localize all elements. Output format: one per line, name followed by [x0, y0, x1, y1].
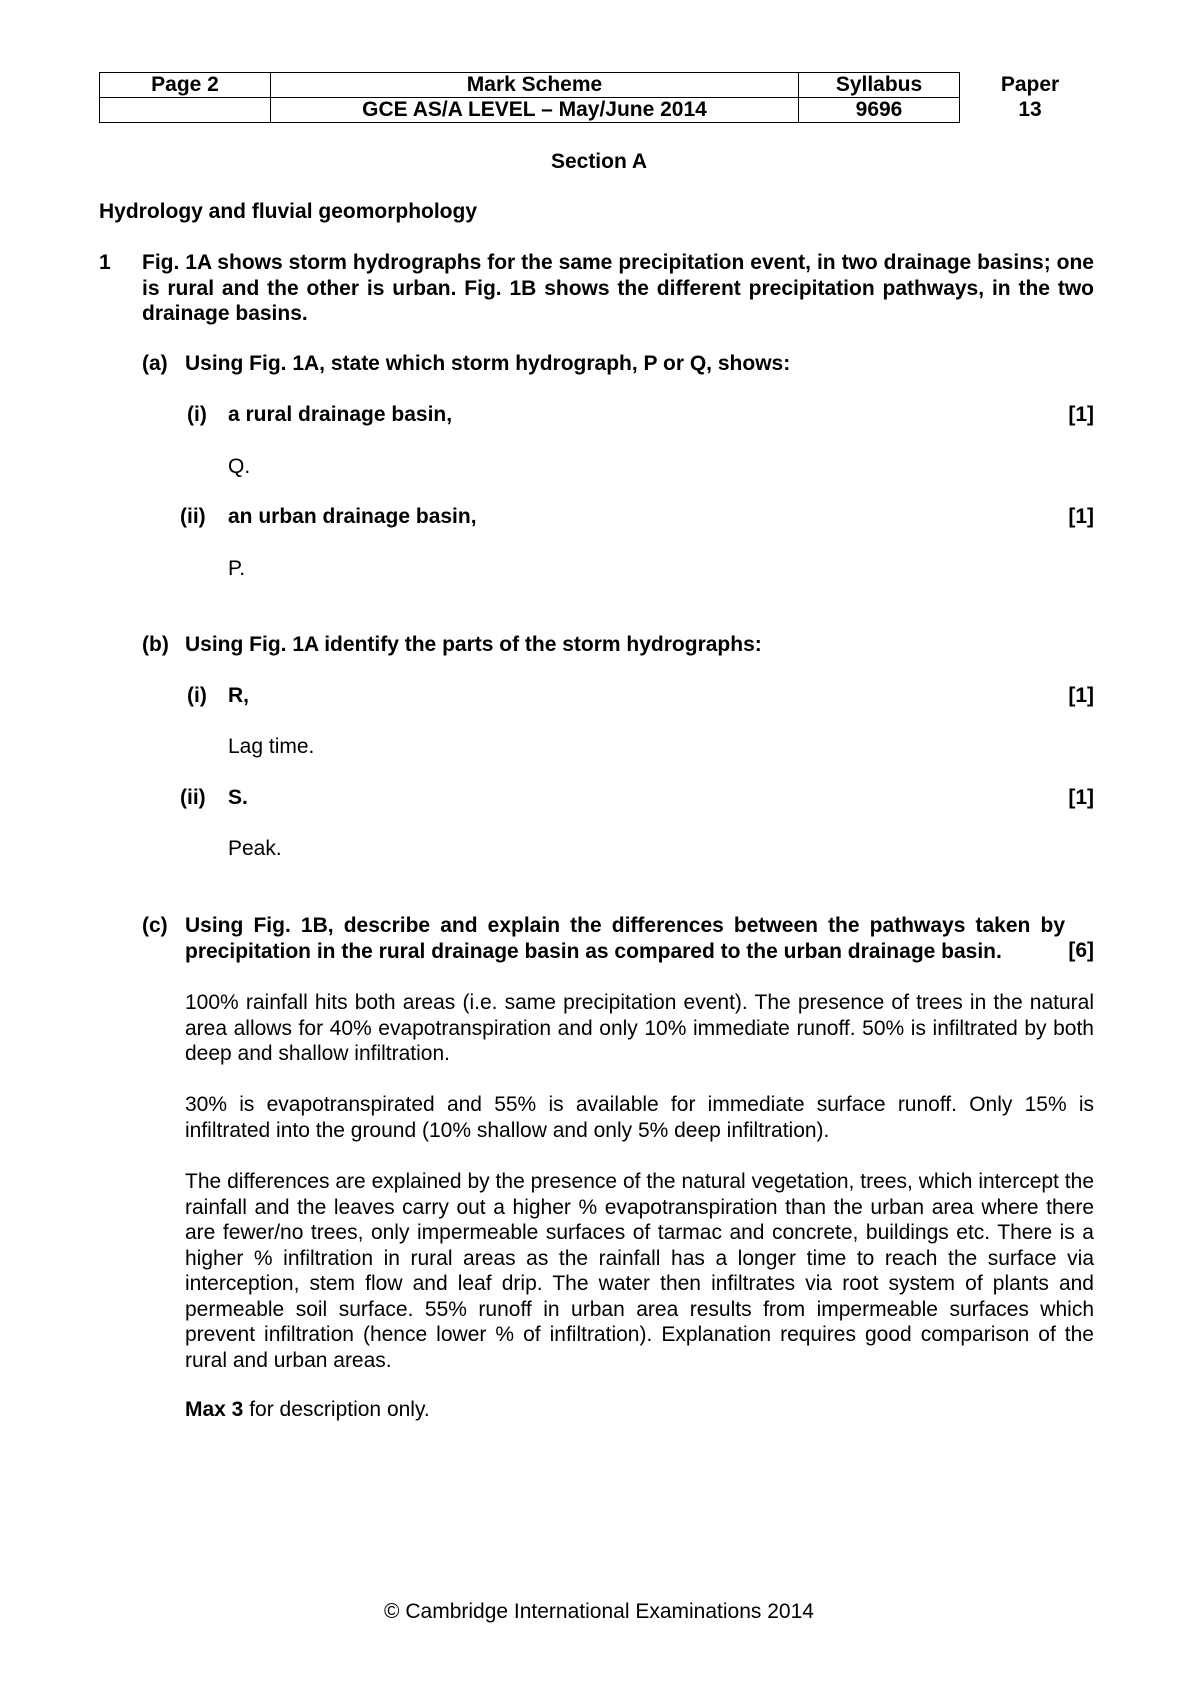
max-note	[185, 1398, 430, 1422]
part-b-i-text: R,	[228, 684, 249, 707]
part-b-ii-label: (ii)	[180, 786, 206, 809]
part-b-ii-text: S.	[228, 786, 248, 809]
part-a-label: (a)	[142, 352, 168, 375]
part-b-ii-answer: Peak.	[228, 837, 282, 860]
question-number: 1	[99, 251, 111, 274]
part-a-text: Using Fig. 1A, state which storm hydrograph, P or Q, shows:	[185, 352, 791, 375]
topic-title: Hydrology and fluvial geomorphology	[99, 200, 478, 223]
footer-copyright: © Cambridge International Examinations 2014	[384, 1600, 814, 1623]
part-b-i-answer: Lag time.	[228, 735, 315, 758]
empty-cell	[100, 98, 271, 123]
page-label: Page 2	[100, 73, 271, 98]
part-b-label: (b)	[142, 633, 169, 656]
exam-title: GCE AS/A LEVEL – May/June 2014	[271, 98, 799, 123]
section-title: Section A	[550, 150, 648, 173]
mark-scheme-label: Mark Scheme	[271, 73, 799, 98]
syllabus-label: Syllabus	[799, 73, 960, 98]
paper-cell	[965, 72, 1095, 122]
part-c-answer-paragraph-3: The differences are explained by the presence of the natural vegetation, trees, which intercept the rainfall and the leaves carry out a higher % evapotranspiration than the urban area where there are fewer/no trees, only impermeable surfaces of tarmac and concrete, buildings etc. There is a higher % infiltration in rural areas as the rainfall has a longer time to reach the surface via interception, stem flow and leaf drip. The water then infiltrates via root system of plants and permeable soil surface. 55% runoff in urban area results from impermeable surfaces which prevent infiltration (hence lower % of infiltration). Explanation requires good comparison of the rural and urban areas.	[185, 1170, 1094, 1372]
max-note-rest: for description only.	[243, 1398, 430, 1421]
part-a-i-answer: Q.	[228, 455, 251, 478]
part-c-text: Using Fig. 1B, describe and explain the differences between the pathways taken by precipitation in the rural drainage basin as compared to the urban drainage basin.	[185, 914, 1065, 963]
part-a-i-label: (i)	[187, 403, 207, 426]
part-c-label: (c)	[142, 914, 168, 937]
part-b-i-label: (i)	[187, 684, 207, 707]
part-a-i-text: a rural drainage basin,	[228, 403, 453, 426]
part-b-text: Using Fig. 1A identify the parts of the storm hydrographs:	[185, 633, 762, 656]
paper-number: 13	[1018, 98, 1042, 121]
part-b-i-mark: [1]	[1068, 684, 1094, 707]
part-a-ii-text: an urban drainage basin,	[228, 505, 477, 528]
part-c-mark: [6]	[1068, 939, 1094, 962]
syllabus-code: 9696	[799, 98, 960, 123]
paper-label: Paper	[1000, 73, 1060, 96]
header-table	[99, 72, 959, 125]
part-a-i-mark: [1]	[1068, 403, 1094, 426]
part-a-ii-answer: P.	[228, 557, 246, 580]
part-b-ii-mark: [1]	[1068, 786, 1094, 809]
max-note-bold: Max 3	[185, 1398, 244, 1421]
question-text: Fig. 1A shows storm hydrographs for the same precipitation event, in two drainage basins; one is rural and the other is urban. Fig. 1B shows the different precipitation pathways, in the two drainage basins.	[142, 251, 1094, 325]
part-a-ii-mark: [1]	[1068, 505, 1094, 528]
part-a-ii-label: (ii)	[180, 505, 206, 528]
part-c-answer-paragraph-1: 100% rainfall hits both areas (i.e. same precipitation event). The presence of trees in the natural area allows for 40% evapotranspiration and only 10% immediate runoff. 50% is infiltrated by both deep and shallow infiltration.	[185, 991, 1094, 1065]
part-c-answer-paragraph-2: 30% is evapotranspirated and 55% is available for immediate surface runoff. Only 15% is infiltrated into the ground (10% shallow and only 5% deep infiltration).	[185, 1093, 1094, 1142]
